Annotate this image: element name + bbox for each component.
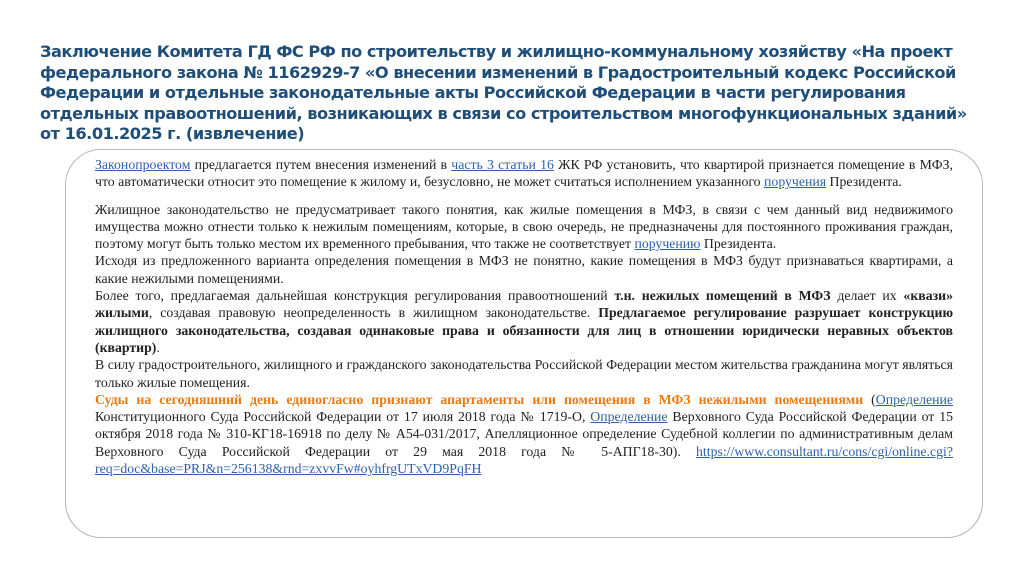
paragraph-4-bold-2: «квази» жилыми (95, 288, 954, 321)
paragraph-4-text-2: делает их (830, 288, 904, 304)
paragraph-4-text-1: Более того, предлагаемая дальнейшая конструкция регулирования правоотношений (95, 288, 615, 304)
paragraph-4-bold-3: Предлагаемое регулирование разрушает конструкцию жилищного законодательства, создавая одинаковые права и обязанности для лиц в отношении юридически неравных объектов (квартир) (95, 305, 953, 355)
paragraph-4-text-3: , создавая правовую неопределенность в жилищном законодательстве. (148, 305, 599, 321)
paragraph-6 (95, 391, 953, 477)
paragraph-2-text-1: Жилищное законодательство не предусматривает такого понятия, как жилые помещения в МФЗ, в связи с чем данный вид недвижимого имущества можно отнести только к нежилым помещениям, которые, в свою очередь, не предназначены для постоянного проживания граждан, поэтому могут быть только местом их временного пребывания, что также не соответствует (95, 201, 953, 252)
instruction-link[interactable]: поручения (764, 174, 827, 190)
paragraph-6-text-3: Верховного Суда Российской Федерации от 15 октября 2018 года № 310-КГ18-16918 по делу № А54-031/2017, Апелляционное определение Судебной коллегии по административным делам Верховного Суда Российской Федерации от 29 мая 2018 года № 5-АПГ18-30). (95, 409, 953, 459)
paragraph-6-text-2: Конституционного Суда Российской Федерации от 17 июля 2018 года № 1719-О, (95, 409, 591, 425)
courts-highlight: Суды на сегодняшний день единогласно признают апартаменты или помещения в МФЗ нежилыми помещениями (95, 391, 864, 407)
content-body (95, 156, 953, 477)
instruction-link-2[interactable]: поручению (634, 236, 701, 252)
consultant-url-link[interactable]: https://www.consultant.ru/cons/cgi/online.cgi?req=doc&base=PRJ&n=256138&rnd=zxvvFw#oyhfrgUTxVD9PqFH (95, 443, 953, 477)
paragraph-5: В силу градостроительного, жилищного и гражданского законодательства Российской Федерации местом жительства гражданина могут являться только жилые помещения. (95, 357, 953, 390)
paragraph-2-text-2: Президента. (700, 236, 777, 252)
supreme-court-ruling-link[interactable]: Определение (590, 409, 668, 425)
paragraph-6-text-1: ( (863, 391, 876, 407)
bill-link[interactable]: Законопроектом (95, 157, 191, 172)
paragraph-2 (95, 201, 953, 253)
paragraph-1-text-1: предлагается путем внесения изменений в (190, 157, 452, 172)
constitutional-court-ruling-link[interactable]: Определение (875, 391, 953, 407)
paragraph-1 (95, 156, 953, 191)
paragraph-4-text-4: . (156, 339, 160, 355)
paragraph-1-text-2: ЖК РФ установить, что квартирой признается помещение в МФЗ, что автоматически относит это помещение к жилому и, безусловно, не может считаться исполнением указанного (95, 157, 953, 190)
paragraph-1-text-3: Президента. (826, 174, 902, 190)
paragraph-3: Исходя из предложенного варианта определения помещения в МФЗ не понятно, какие помещения в МФЗ будут признаваться квартирами, а какие нежилыми помещениями. (95, 253, 953, 286)
paragraph-4 (95, 287, 953, 356)
article-16-link[interactable]: часть 3 статьи 16 (451, 157, 554, 172)
page-title: Заключение Комитета ГД ФС РФ по строительству и жилищно-коммунальному хозяйству «На проект федерального закона № 1162929-7 «О внесении изменений в Градостроительный кодекс Российской Федерации и отдельные законодательные акты Российской Федерации в части регулирования отдельных правоотношений, возникающих в связи со строительством многофункциональных зданий» от 16.01.2025 г. (извлечение) (40, 42, 967, 143)
paragraph-4-bold-1: т.н. нежилых помещений в МФЗ (614, 288, 831, 304)
